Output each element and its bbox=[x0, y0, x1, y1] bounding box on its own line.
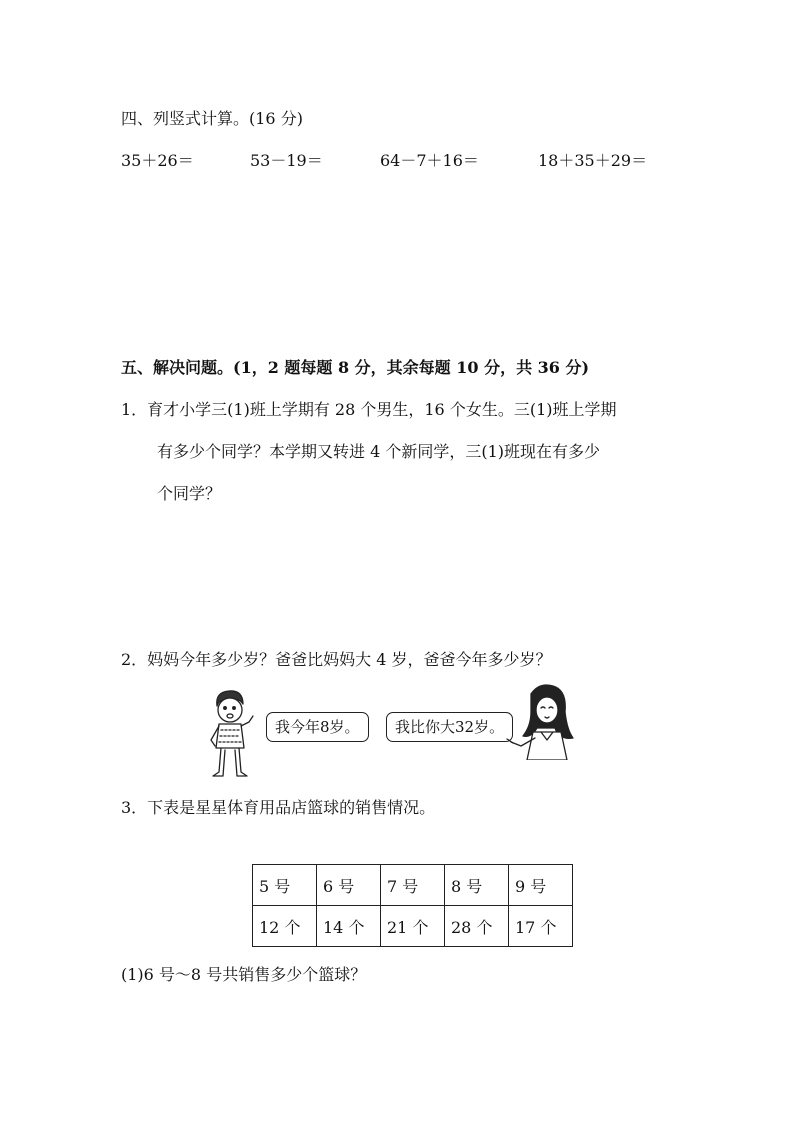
q1-line-1: 1．育才小学三(1)班上学期有 28 个男生，16 个女生。三(1)班上学期 bbox=[121, 400, 617, 419]
table-row bbox=[253, 906, 573, 947]
table-header-cell: 8 号 bbox=[445, 865, 509, 906]
table-header-cell: 9 号 bbox=[509, 865, 573, 906]
equation-3: 64－7＋16＝ bbox=[380, 151, 479, 170]
table-header-cell: 6 号 bbox=[317, 865, 381, 906]
equation-1: 35＋26＝ bbox=[121, 151, 194, 170]
table-value-cell: 28 个 bbox=[445, 906, 509, 947]
table-value-cell: 21 个 bbox=[381, 906, 445, 947]
mom-speech-bubble: 我比你大32岁。 bbox=[386, 712, 513, 742]
sales-table bbox=[252, 864, 573, 947]
table-value-cell: 17 个 bbox=[509, 906, 573, 947]
boy-speech-bubble: 我今年8岁。 bbox=[266, 712, 369, 742]
table-value-cell: 14 个 bbox=[317, 906, 381, 947]
equation-4: 18＋35＋29＝ bbox=[538, 151, 648, 170]
mom-illustration bbox=[505, 682, 585, 760]
table-header-cell: 7 号 bbox=[381, 865, 445, 906]
q3-sub-question-1: (1)6 号～8 号共销售多少个篮球？ bbox=[121, 965, 367, 984]
table-value-cell: 12 个 bbox=[253, 906, 317, 947]
equation-2: 53－19＝ bbox=[250, 151, 323, 170]
q1-line-2: 有多少个同学？本学期又转进 4 个新同学，三(1)班现在有多少 bbox=[157, 442, 601, 461]
q2-question: 2．妈妈今年多少岁？爸爸比妈妈大 4 岁，爸爸今年多少岁？ bbox=[121, 650, 552, 669]
section5-title: 五、解决问题。(1，2 题每题 8 分，其余每题 10 分，共 36 分) bbox=[121, 358, 590, 377]
section4-title: 四、列竖式计算。(16 分) bbox=[121, 109, 303, 128]
boy-illustration bbox=[205, 688, 265, 780]
table-row bbox=[253, 865, 573, 906]
q3-question: 3．下表是星星体育用品店篮球的销售情况。 bbox=[121, 798, 436, 817]
q1-line-3: 个同学？ bbox=[157, 484, 222, 503]
table-header-cell: 5 号 bbox=[253, 865, 317, 906]
